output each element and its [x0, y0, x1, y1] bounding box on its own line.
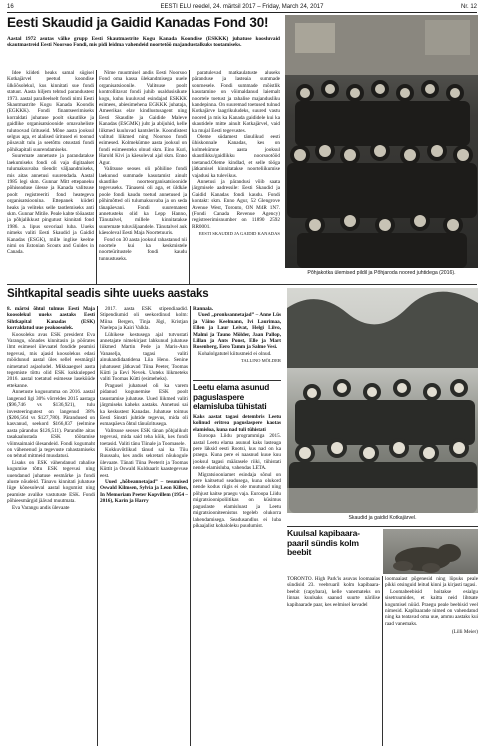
column-divider	[382, 576, 383, 746]
article2-col3-p3: Kohalolgatutel kiitusmeid ei olnud.	[198, 350, 272, 357]
article1-col3-p1: paratulevad matkaulatuste aluseks päranduse ja lasteaia summade sonrnesele. Fondi summade mõistlik kasutamine on võimaldanud laiemalt noortele toetust ja rahalise majandusliku kandepinna. On suuremad toetused tulnud Kotkajärve laagrikuludeks, suured vastu noored ja mis ka Kanada gaididele kui ka skautidele mitte ainult Kotkajärvel, vaid ka mujal Eesti tegevustes.	[192, 70, 280, 134]
article1-col1-p1: Idee kiideti heaks samal sügisel Kotkajärvel peetud koondise ülkõõsolekul, kus kinnitati sue fondi statuut. Aasta hiljem tehtud parandustest 1973. aastal paralleelselt fondi nimi Eesti Skautmastrite Kogu Kanada Koondis (EGKKK). Fondi finantseerimiseks korraldati juhatuse poolt skautlike ja gaidlike organisatsioonide omavaheliste tulutoovad ürituseid. Mõne aasta jooksul selgus aga, et alalised üritused ei toonud piisavalt tulu ja seetõttu otsustati fondi põhikapitali suurendamiseks.	[7, 70, 94, 153]
article2-col1-p4: Eva Varangu andis ülevaate	[12, 504, 70, 511]
scouts-group-photo-image	[285, 15, 478, 268]
article4-col2-p1: loomaaiast põgenesid ning lõpuks peale pikki otsinguid leitud kinni ja kirjasti tagasi.	[385, 576, 478, 589]
article4-lead: TORONTO. High Park'is asuvas loomaaias sündisid 23. veebruaril kolm kapibaara-beebit (capybara), kelle vanemateks on linnas kuulsaks saanud suurte närilise kapibaarade paar, kes eelmisel kevadel	[287, 576, 380, 608]
scouts-group-photo-caption: Põhjakotka ülemised pildil ja Põhjaroda noored juhtidega (2016).	[307, 270, 456, 276]
header-rule	[7, 12, 477, 13]
issue-number: Nr. 12	[460, 4, 477, 10]
issue-date: EESTI ELU reedel, 24. märtsil 2017 – Friday, March 24, 2017	[160, 4, 324, 10]
page-number: 16	[7, 4, 14, 10]
scouts-outdoor-photo	[287, 288, 478, 513]
article3-p2: Migratsiooniamet esindaja sõnul on pere kaitsetud seadusega, kuna olukord nende kodus riigis ei ole muutunud ning põhjust kaitse praegu vaja. Euroopa Liidu migratsioonipoliitikas on küsimus paguslaste elamisloast ja Leetu migratsiooniteenistus tegeleb olukorra lahendamisega. Seadusandlus ei luba pikaajalist kohaloleku puudumist.	[193, 471, 281, 529]
article4-column-1	[287, 576, 380, 746]
column-divider	[189, 70, 190, 284]
scouts-outdoor-photo-caption: Skaudid ja gaidid Kotkajärvel.	[348, 515, 417, 521]
article3-lead: Kaks aastat tagasi detembris Leetu kolinud eritrea paguslaspere kaotas elamisloa, kuna nad tuli tühistati	[193, 414, 281, 433]
article3-body	[193, 414, 281, 746]
article2-col2-p3: Pragusel juhatusel oli ka varem pidanud kogunemise ESK poolt tasustamise juhatuse. Uued liikmed valiti järgmiseks kaheks aastaks. Annetusi sai ka keskustest Kanadas. Juhatuse toimus Eesti Sinstri juhtide tegevus, mida oli esmaspäeva õhtul tänuüritusega.	[100, 382, 188, 428]
scouts-outdoor-photo-image	[287, 288, 478, 513]
article2-col2-p4: Valitsuse seoses ESK tänan põhjalikult tegevusi, mida said teha kõik, kes fondi toetasid. Valiti tänu Tiinale ja Toomasele.	[100, 427, 188, 447]
article2-signature: TALLINO MÖLDER	[240, 358, 281, 364]
article2-col3-p2: Uued „pronksannetajad” – Anne Lüs ja Väino Keelmann, Ivi Laurimaa, Ellen ja Laur Leivat, Helgi Liivo, Malmi ja Tauno Mölder, Jaan Pallop, Lillan ja Ants Ponst, Elle ja Mart Rosenberg, Eero Tamm ja Salme Vesi.	[193, 312, 281, 351]
article1-col2-p1: Nime muutmisel andis Eesti Noorsoo Fond oma kassa ülekandmisega uuele organisatsioonile. Valitsuse poolt kontrollitavat fondi juhib usaldusisikute kogu, kuhu kuuluvad esindajad ESKKK esimees, abiesimehena EGKKK juhataja, Ameerikas elav kindlustusagent ning Eesti Skaudite ja Gaidide Maleve Kanadas (ESGMK) juht ja abijuhid, kelle liikmed kuuluvad kantslerile. Koondistest valitud liikmed ning Noorsoo fondi esimesed. Kolmekümne aasta jooksul on fondi esimeesteks olnud skm. Eino Kuri, Harold Kivi ja käesoleval ajal skm. Enno Agur.	[99, 70, 187, 166]
column-divider	[97, 306, 98, 746]
article3-p1: Euroopa Liidu programmiga 2015. aastal Leetu elama asunud kaks lasteaga pere läksid eesti Rootsi, kus nad on ka praegu. Kuna pere ei naasnud kuue kuu jooksul tagasi määrasele riiki, tühistati nende elamisluba, vahendas LETA.	[193, 433, 281, 472]
article1-column-1	[7, 70, 94, 284]
article2-column-1	[7, 306, 95, 746]
article4-credit: (Lilli Meier)	[451, 629, 478, 636]
article4-col2-p2: Loomabeebisid hoitakse esialgu sisetruumides, et kaitta neid lihtsate kogumisel nüüd. Praegu peale beebisid veel nimesid. Kapibaarade nimed on vahendatud ning ka teatavad oma uue, ammu aastaks kui raad vanemaks.	[385, 588, 478, 627]
article4-title: Kuulsal kapibaara-paaril sündis kolm beebit	[287, 528, 360, 558]
section-rule	[193, 380, 281, 381]
article1-signature: EESTI SKAUDID JA GAIDID KANADAS	[198, 231, 280, 237]
article2-col2-p2: Lühikese kestusega ajal tutvustati annetajate nimekirjast lahkunud juhatuse liikmed Martin Pede ja Maris-Ann Vanaselja, tagasi valiti ainukandidaatidena Liia Heno. Senine juhatusest jätkavad Tiina Peeter, Toomas Kütti ja Eevi Nevek. Uuteks liikmeteks valiti Toomas Kütti (esimeheks).	[100, 331, 188, 383]
article2-col1-p2: Annetuste kogusumma on 2016. aastal langenud ligi 30% võrreldes 2015 aastaga ($96,746 vs $136,921), tulu investeeringutest on langenud 38% ($206,564 vs $127,780). Pärandused on kasvanud, seekord $166,837 (eelmine aasta pärandus $126,511). Parandite aitas tasakaalustada ESK töötamise võimsaimaid ülesandeid. Fondi kogumaht on vähenenud ja tegevuste rahastamiseks on tehtud mitmeid muudatusi.	[7, 389, 95, 460]
section-rule	[287, 526, 478, 527]
article1-col1-p2: Suuremate annetuste ja parandatakse laekumiseks fondi oli vaja digitaalset tulumaksuvaba tõendit väljaandmiseks, mis aitas annetusi suurendada. Aastal 1985 legi skm. Gunnar Mitt ettepaneku põhiseaduse ülesse ja Kanada valitsuse poolt registreeriti fond heategeva organisatsioonina. Ettepanek kiideti heaks ja veliteks selle taotlemiseks anti skm. Gunnar Mitile. Peale kahte tööaastat ja põhjalikkust pingutust kinnitati fond 1986. a. lipus sovoriaal luba. Uueks nimeks valiti Eesti Skaudid ja Gaidid Kanadas (ESGK), mille inglise keelne nimi on Estonian Scouts and Guides in Canada.	[7, 153, 94, 256]
capybara-photo	[383, 529, 478, 574]
article4-column-2	[385, 576, 478, 746]
article2-lead: 8. märtsi õhtul tulmus Eesti Maja koosolekul uueks aastaks Eesti Sihtkapital Kanadas (ESK) korraldatud uue peakoosolek.	[7, 306, 95, 332]
article2-column-2	[100, 306, 188, 746]
article1-title: Eesti Skaudid ja Gaidid Kanadas Fond 30!	[7, 15, 269, 30]
article2-title: Sihtkapital seadis sihte uueks aastaks	[7, 288, 209, 300]
article2-col2-p6: Uued „hõbeannetajad” – tesumised Oswald Kilmsen, Sylvia ja Leon Killen, In Memoriam Peeter Kopvillem (1954 – 2016), Karin ja Harry	[100, 478, 188, 505]
article1-col3-p2: Oleme südamest tänulikud eesti ühiskonnale Kanadas, kes on kolmekümne aasta jooksul skautlikku/gaidlikku noorsootööd toetanud.Oleme kindlad, et selle tööga jätkamisel kinnitatakse noorteliikumise vajadusi ka tulevikus.	[192, 134, 280, 179]
article3-title: Leetu elama asunud paguslaspere elamisluba tühistati	[193, 382, 270, 411]
article2-col1-p3: Lisaks on ESK vähendanud rahalise kogumise tõttu ESK tegevusi ning uuendanud juhatuse eesmärke ja fondi aluste nõudeid. Tänavu kinnitati juhatuse liige kõnesoleval aastal kogumist ning peamiste avalike vastutuste ESK. Fondi põhieesmärgid jäävad muutmata.	[7, 459, 95, 505]
article1-col2-p2: Valitsuse seoses oli põhiline fondi laekunud summade kasutamist ainult skautlike noorteorganisatsioonide tegevuseks. Tänaseni oli aga, et üldkäe poole fondi kaudu toetud annetused ja põhimõtted oli tulumaksuvaba ja on seda tänapäevani. Fondi suurematest annetusteks olid ka Lepp Hanno, Tänutalvel, millele kinnitatakse suuremate tuluväljaandele. Tänutalvel auk käesoleval Eesti Maja Noortetuuris.	[99, 166, 187, 237]
column-divider	[190, 306, 191, 746]
column-divider	[96, 70, 97, 284]
article1-column-3	[192, 70, 280, 284]
article2-col2-p1: 2017. aasta ESK stipendiaadid. Stipendiumid oli seekordinud kolm: Miina Bergen, Tinja Jõgi, Kristjan Naelepa ja Kairi Valkla.	[100, 306, 188, 332]
scouts-group-photo	[285, 15, 478, 268]
article1-column-2	[99, 70, 187, 284]
article2-column-3	[193, 306, 281, 378]
article1-col2-p3: Fond on 30 aasta jooksul rahastanud nii noortele kui ka keskmistele noorteüritustele fondi kaudu tunnustuseks.	[99, 236, 187, 262]
article1-col3-p3: Annetusi ja pärandusi võib saata järgmisele aadressile: Eesti Skaudid ja Gaidid Kanadas fondi kaudu. Fondi kontakt: skm. Enno Agur, 52 Glengrove Avenue West, Toronto, ON M4R 1N7. (Fondi Canada Revenue Agency) registreerimisnumber on 11890 2592 RR0001.	[192, 178, 280, 230]
article1-lead: Aastal 1972 asutas välke grupp Eesti Skautmastrite Kogu Kanada Koondise (ESKKK) juhatuse koosluvaid skautmastreid Eesti Noorsoo Fondi, mis pidi leidma vahendeid noortetöö majandustalkuks tootamiseks.	[7, 36, 280, 49]
section-rule	[7, 284, 477, 285]
article2-col2-p5: Kokkuvõtlikud tänud sai ka Tiiu Ruussalu, kes andis sekretari nõukogule ülevaate. Tänati Tiina Peeterit ja Toomas Küttit ja Oswald Kuldsaarit kaastegevuse eest.	[100, 446, 188, 479]
article2-col3-p1: Rannala.	[193, 306, 214, 312]
article2-col1-p1: Koosoleku avas ESK president Eva Varangu, sõnades kinnitasin ja pöörates ilmt esimesel ülevaatel fondide peamisi tegevusi, mis ajasid koosolekus edasi möödunud aastal üles sellel eesmärgil nimetatud asjaoludel. Mikkaaegsel aasta tegemiste tõttu olid ESK kokkulepped 2016. aastal toetatud esimesse laseküüde ettekanne.	[7, 331, 95, 389]
capybara-photo-image	[383, 529, 478, 574]
